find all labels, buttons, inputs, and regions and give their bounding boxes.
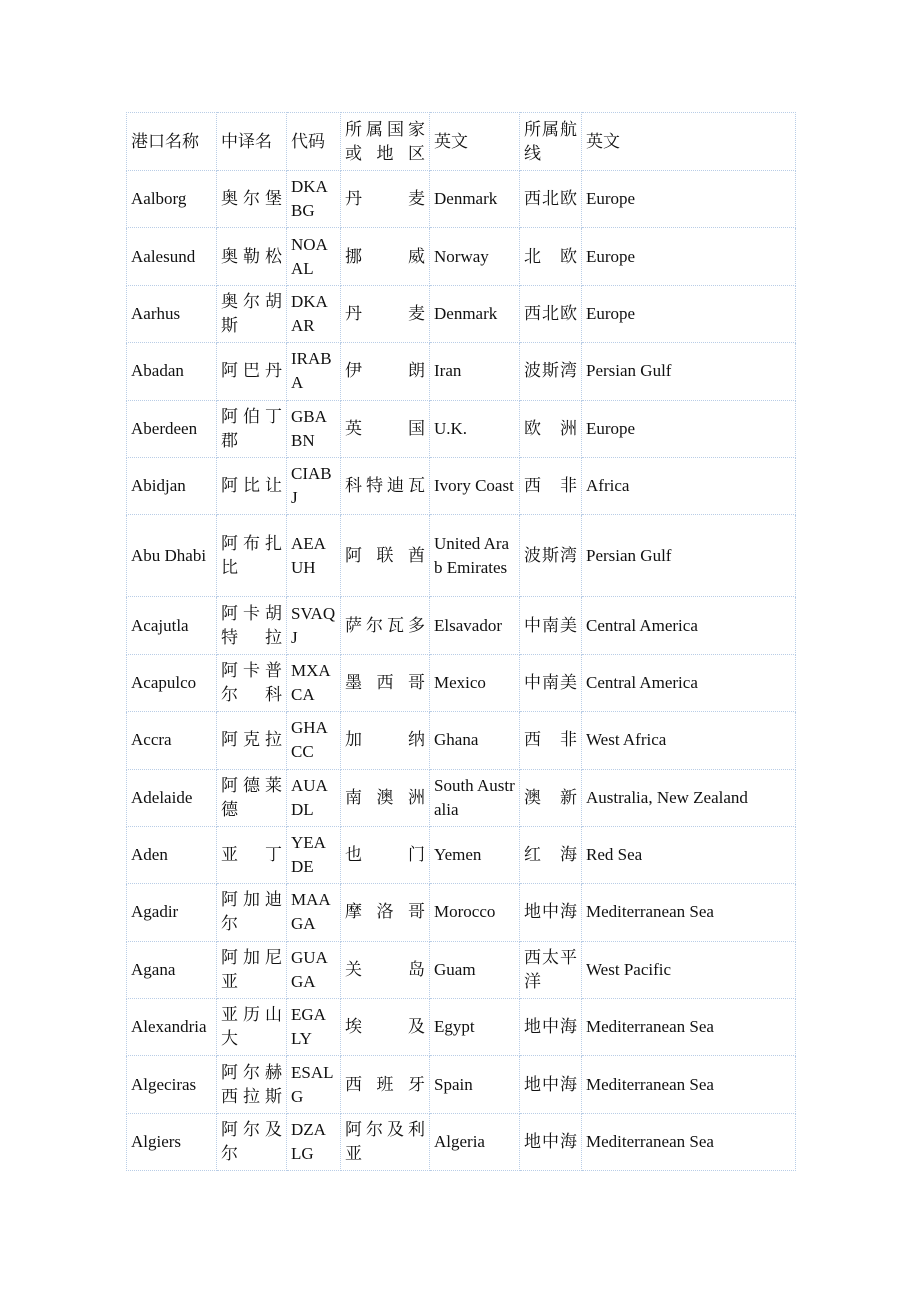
cell-country: 南澳洲 (341, 769, 430, 826)
cell-country-english: Elsavador (430, 597, 520, 654)
cell-route-english: Europe (582, 285, 796, 342)
cell-code: MAAGA (287, 884, 341, 941)
cell-port-name: Acajutla (127, 597, 217, 654)
table-row (127, 457, 796, 514)
header-country: 所属国家或地区 (341, 113, 430, 171)
cell-route-english: Persian Gulf (582, 343, 796, 400)
cell-port-name: Acapulco (127, 654, 217, 711)
table-row (127, 1056, 796, 1113)
cell-country: 西班牙 (341, 1056, 430, 1113)
cell-route: 红海 (520, 826, 582, 883)
cell-country-english: South Australia (430, 769, 520, 826)
cell-code: IRABA (287, 343, 341, 400)
cell-chinese-name: 阿加尼亚 (217, 941, 287, 998)
cell-route: 地中海 (520, 1056, 582, 1113)
cell-country-english: Spain (430, 1056, 520, 1113)
cell-chinese-name: 奥勒松 (217, 228, 287, 285)
table-row (127, 884, 796, 941)
cell-route-english: Red Sea (582, 826, 796, 883)
cell-port-name: Aberdeen (127, 400, 217, 457)
cell-port-name: Agadir (127, 884, 217, 941)
cell-country: 加纳 (341, 712, 430, 769)
cell-chinese-name: 阿德莱德 (217, 769, 287, 826)
cell-chinese-name: 阿卡胡特拉 (217, 597, 287, 654)
cell-port-name: Aalesund (127, 228, 217, 285)
cell-country: 摩洛哥 (341, 884, 430, 941)
cell-code: GUAGA (287, 941, 341, 998)
cell-country-english: United Arab Emirates (430, 515, 520, 597)
table-row (127, 999, 796, 1056)
cell-route-english: Mediterranean Sea (582, 1113, 796, 1170)
cell-route-english: Australia, New Zealand (582, 769, 796, 826)
cell-route: 北欧 (520, 228, 582, 285)
table-row (127, 941, 796, 998)
table-row (127, 769, 796, 826)
cell-route: 地中海 (520, 1113, 582, 1170)
table-row (127, 171, 796, 228)
cell-country-english: Morocco (430, 884, 520, 941)
cell-route-english: Europe (582, 400, 796, 457)
cell-route: 西北欧 (520, 171, 582, 228)
cell-country-english: Ghana (430, 712, 520, 769)
cell-country: 萨尔瓦多 (341, 597, 430, 654)
cell-country-english: Iran (430, 343, 520, 400)
cell-route-english: Persian Gulf (582, 515, 796, 597)
cell-country-english: Algeria (430, 1113, 520, 1170)
cell-country-english: Norway (430, 228, 520, 285)
cell-code: YEADE (287, 826, 341, 883)
table-row (127, 400, 796, 457)
cell-route-english: Mediterranean Sea (582, 884, 796, 941)
table-row (127, 285, 796, 342)
cell-route-english: Central America (582, 654, 796, 711)
cell-route: 中南美 (520, 597, 582, 654)
cell-country: 阿尔及利亚 (341, 1113, 430, 1170)
cell-country: 丹麦 (341, 171, 430, 228)
cell-port-name: Abadan (127, 343, 217, 400)
cell-port-name: Aden (127, 826, 217, 883)
cell-route: 波斯湾 (520, 343, 582, 400)
cell-code: NOAAL (287, 228, 341, 285)
cell-port-name: Adelaide (127, 769, 217, 826)
cell-chinese-name: 阿尔及尔 (217, 1113, 287, 1170)
cell-country: 也门 (341, 826, 430, 883)
cell-code: AUADL (287, 769, 341, 826)
cell-route-english: Central America (582, 597, 796, 654)
cell-route: 西非 (520, 712, 582, 769)
header-chinese-name: 中译名 (217, 113, 287, 171)
cell-chinese-name: 阿布扎比 (217, 515, 287, 597)
port-table-container (126, 112, 795, 1171)
cell-route: 波斯湾 (520, 515, 582, 597)
cell-route: 西非 (520, 457, 582, 514)
cell-port-name: Algiers (127, 1113, 217, 1170)
cell-code: ESALG (287, 1056, 341, 1113)
cell-route: 地中海 (520, 884, 582, 941)
cell-route: 中南美 (520, 654, 582, 711)
cell-code: EGALY (287, 999, 341, 1056)
cell-country-english: Mexico (430, 654, 520, 711)
cell-country: 墨西哥 (341, 654, 430, 711)
table-row (127, 654, 796, 711)
cell-code: DZALG (287, 1113, 341, 1170)
cell-code: MXACA (287, 654, 341, 711)
cell-country-english: Denmark (430, 171, 520, 228)
cell-country: 科特迪瓦 (341, 457, 430, 514)
cell-country: 英国 (341, 400, 430, 457)
cell-route: 欧洲 (520, 400, 582, 457)
cell-code: DKAAR (287, 285, 341, 342)
cell-country-english: Denmark (430, 285, 520, 342)
cell-code: DKABG (287, 171, 341, 228)
cell-chinese-name: 阿加迪尔 (217, 884, 287, 941)
cell-country-english: Yemen (430, 826, 520, 883)
header-code: 代码 (287, 113, 341, 171)
cell-chinese-name: 阿卡普尔科 (217, 654, 287, 711)
cell-country: 关岛 (341, 941, 430, 998)
cell-chinese-name: 奥尔胡斯 (217, 285, 287, 342)
header-route: 所属航线 (520, 113, 582, 171)
table-row (127, 1113, 796, 1170)
port-table (126, 112, 796, 1171)
cell-port-name: Aarhus (127, 285, 217, 342)
cell-country-english: Egypt (430, 999, 520, 1056)
cell-chinese-name: 阿巴丹 (217, 343, 287, 400)
table-row (127, 597, 796, 654)
cell-code: GHACC (287, 712, 341, 769)
cell-route-english: Mediterranean Sea (582, 999, 796, 1056)
cell-route-english: Europe (582, 171, 796, 228)
cell-route-english: Africa (582, 457, 796, 514)
cell-country-english: U.K. (430, 400, 520, 457)
header-route-english: 英文 (582, 113, 796, 171)
cell-route: 澳新 (520, 769, 582, 826)
table-row (127, 228, 796, 285)
cell-country: 埃及 (341, 999, 430, 1056)
cell-country: 丹麦 (341, 285, 430, 342)
cell-code: SVAQJ (287, 597, 341, 654)
cell-chinese-name: 亚丁 (217, 826, 287, 883)
cell-route-english: West Pacific (582, 941, 796, 998)
header-country-english: 英文 (430, 113, 520, 171)
cell-chinese-name: 阿伯丁郡 (217, 400, 287, 457)
cell-port-name: Algeciras (127, 1056, 217, 1113)
header-port-name: 港口名称 (127, 113, 217, 171)
cell-route-english: Europe (582, 228, 796, 285)
cell-country-english: Ivory Coast (430, 457, 520, 514)
cell-code: GBABN (287, 400, 341, 457)
table-row (127, 712, 796, 769)
cell-country: 挪威 (341, 228, 430, 285)
cell-port-name: Aalborg (127, 171, 217, 228)
cell-port-name: Abu Dhabi (127, 515, 217, 597)
table-row (127, 343, 796, 400)
cell-country: 伊朗 (341, 343, 430, 400)
cell-country-english: Guam (430, 941, 520, 998)
cell-chinese-name: 阿尔赫西拉斯 (217, 1056, 287, 1113)
cell-route: 西北欧 (520, 285, 582, 342)
cell-port-name: Accra (127, 712, 217, 769)
cell-port-name: Agana (127, 941, 217, 998)
cell-route: 地中海 (520, 999, 582, 1056)
cell-chinese-name: 阿比让 (217, 457, 287, 514)
cell-route-english: West Africa (582, 712, 796, 769)
table-header-row (127, 113, 796, 171)
table-row (127, 515, 796, 597)
cell-chinese-name: 奥尔堡 (217, 171, 287, 228)
cell-code: AEAUH (287, 515, 341, 597)
cell-country: 阿联酋 (341, 515, 430, 597)
cell-code: CIABJ (287, 457, 341, 514)
cell-route-english: Mediterranean Sea (582, 1056, 796, 1113)
cell-port-name: Abidjan (127, 457, 217, 514)
cell-chinese-name: 亚历山大 (217, 999, 287, 1056)
table-row (127, 826, 796, 883)
cell-route: 西太平洋 (520, 941, 582, 998)
cell-port-name: Alexandria (127, 999, 217, 1056)
cell-chinese-name: 阿克拉 (217, 712, 287, 769)
